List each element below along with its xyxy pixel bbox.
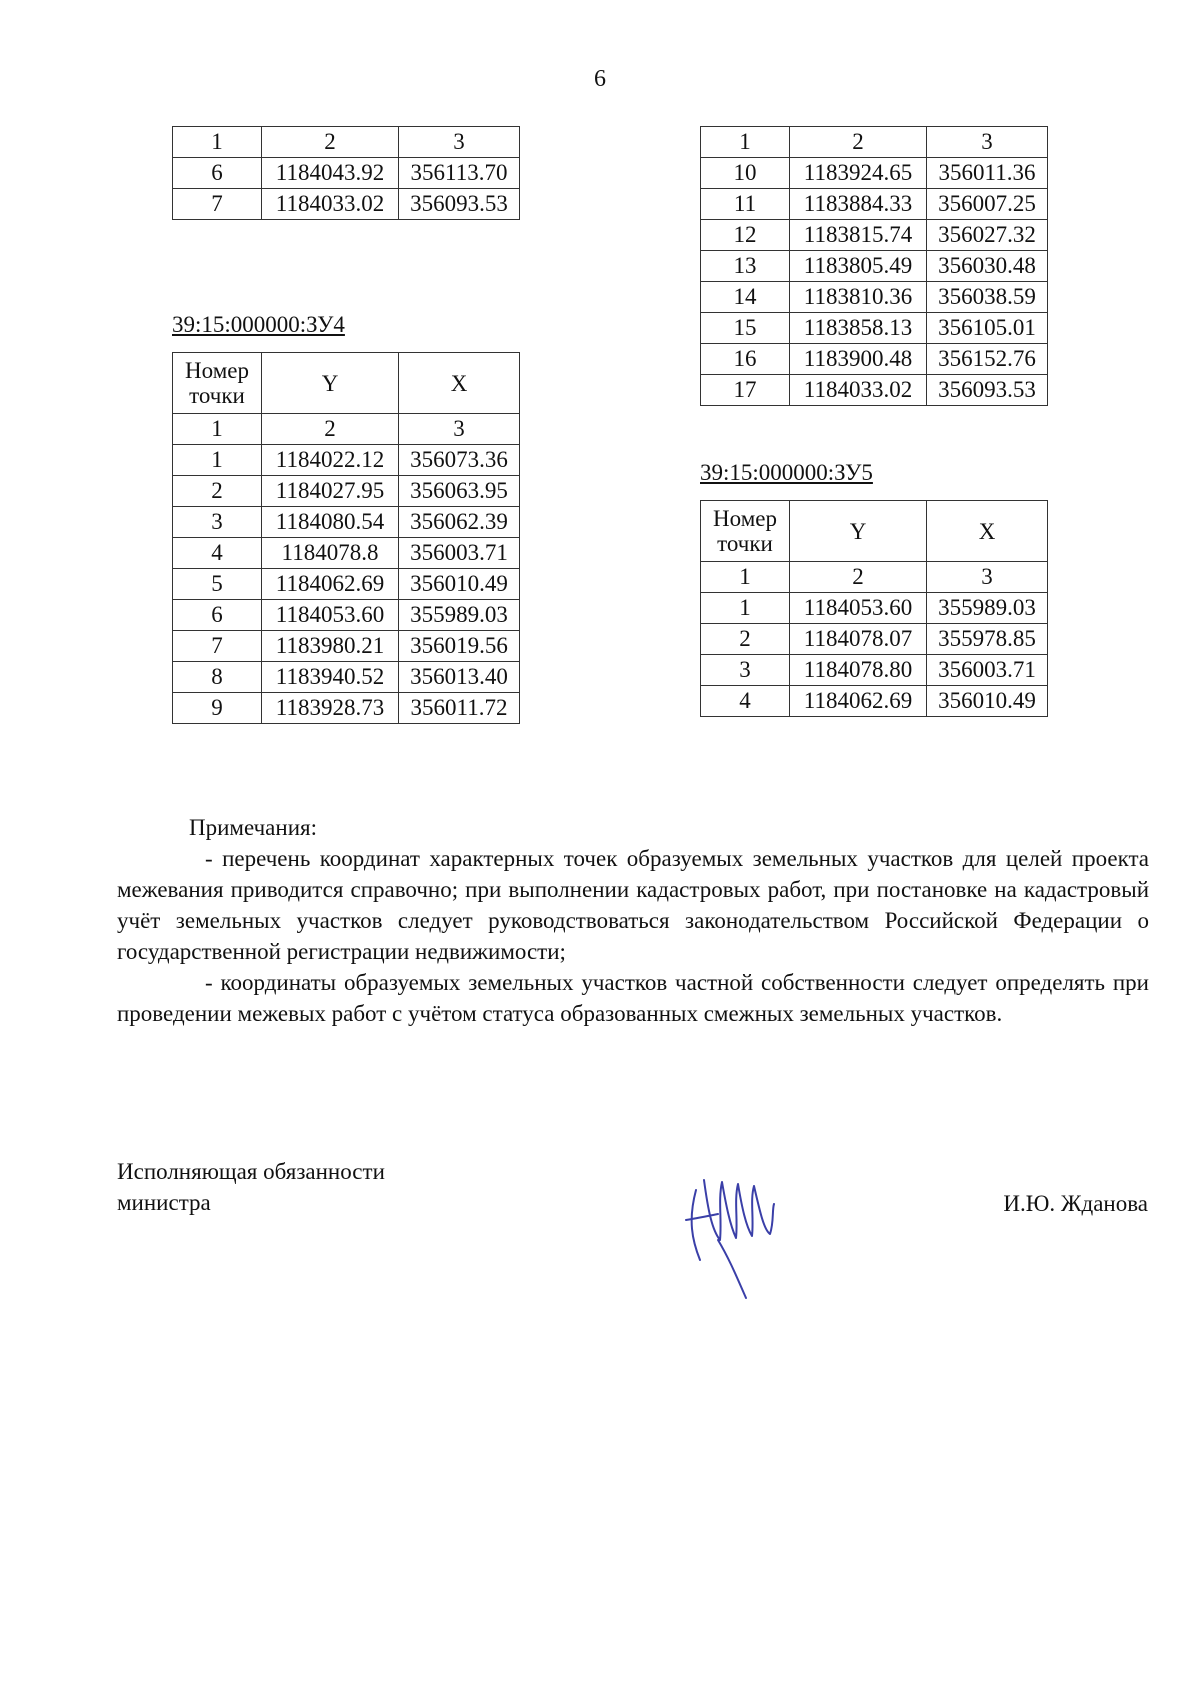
table-cell: 1184053.60 <box>262 600 399 631</box>
table-cell: 1183810.36 <box>790 282 927 313</box>
table-cell: 1183815.74 <box>790 220 927 251</box>
table-cell: 356062.39 <box>399 507 520 538</box>
table-row <box>701 313 1048 344</box>
zu4-coords-table <box>172 352 520 724</box>
table-cell: 356010.49 <box>927 686 1048 717</box>
table-cell: 356093.53 <box>399 189 520 220</box>
table-cell: 9 <box>173 693 262 724</box>
table-cell: 1 <box>701 127 790 158</box>
table-cell: 1183884.33 <box>790 189 927 220</box>
handwritten-signature <box>678 1160 788 1300</box>
table-cell: 356003.71 <box>399 538 520 569</box>
column-header-point: Номер точки <box>701 501 790 562</box>
table-row <box>701 375 1048 406</box>
table-cell: 3 <box>927 127 1048 158</box>
column-header-x: X <box>927 501 1048 562</box>
notes-item-2: - координаты образуемых земельных участков частной собственности следует определять при проведении межевых работ с учётом статуса образованных смежных земельных участков. <box>117 970 1149 1026</box>
table-cell: 5 <box>173 569 262 600</box>
table-header-row <box>173 353 520 414</box>
table-cell: 13 <box>701 251 790 282</box>
table-row <box>701 220 1048 251</box>
table-cell: 8 <box>173 662 262 693</box>
table-cell: 1183980.21 <box>262 631 399 662</box>
table-numbering-row <box>173 414 520 445</box>
table-cell: 356073.36 <box>399 445 520 476</box>
table-cell: 356019.56 <box>399 631 520 662</box>
table-header-row <box>701 501 1048 562</box>
table-cell: 1184078.8 <box>262 538 399 569</box>
table-cell: 356011.72 <box>399 693 520 724</box>
table-numbering-row <box>701 562 1048 593</box>
table-row <box>173 600 520 631</box>
table-cell: 3 <box>927 562 1048 593</box>
table-numbering-row <box>701 127 1048 158</box>
table-cell: 355989.03 <box>399 600 520 631</box>
signatory-position <box>117 1156 385 1218</box>
table-cell: 6 <box>173 158 262 189</box>
table-cell: 3 <box>173 507 262 538</box>
position-line-1: Исполняющая обязанности <box>117 1159 385 1184</box>
table-cell: 3 <box>399 127 520 158</box>
table-cell: 2 <box>790 562 927 593</box>
table-cell: 2 <box>173 476 262 507</box>
table-cell: 1184033.02 <box>790 375 927 406</box>
table-cell: 1184080.54 <box>262 507 399 538</box>
table-row <box>701 158 1048 189</box>
position-line-2: министра <box>117 1190 211 1215</box>
table-row <box>173 189 520 220</box>
table-cell: 1184027.95 <box>262 476 399 507</box>
column-header-point: Номер точки <box>173 353 262 414</box>
table-cell: 355989.03 <box>927 593 1048 624</box>
table-cell: 356010.49 <box>399 569 520 600</box>
table-cell: 1184053.60 <box>790 593 927 624</box>
table-cell: 14 <box>701 282 790 313</box>
zu5-coords-table <box>700 500 1048 717</box>
table-cell: 1183900.48 <box>790 344 927 375</box>
coords-table-continued-left <box>172 126 520 220</box>
table-row <box>701 189 1048 220</box>
table-cell: 1184062.69 <box>262 569 399 600</box>
signatory-name: И.Ю. Жданова <box>1003 1191 1148 1216</box>
column-header-y: Y <box>790 501 927 562</box>
table-cell: 1184062.69 <box>790 686 927 717</box>
table-cell: 1 <box>173 414 262 445</box>
table-row <box>173 538 520 569</box>
table-row <box>701 624 1048 655</box>
table-cell: 1 <box>701 562 790 593</box>
table-row <box>701 282 1048 313</box>
column-header-x: X <box>399 353 520 414</box>
table-cell: 1183924.65 <box>790 158 927 189</box>
table-cell: 2 <box>262 127 399 158</box>
table-cell: 11 <box>701 189 790 220</box>
table-row <box>173 631 520 662</box>
table-cell: 356013.40 <box>399 662 520 693</box>
table-row <box>701 686 1048 717</box>
table-cell: 356105.01 <box>927 313 1048 344</box>
table-cell: 12 <box>701 220 790 251</box>
table-row <box>173 662 520 693</box>
table-cell: 1184043.92 <box>262 158 399 189</box>
table-cell: 16 <box>701 344 790 375</box>
table-cell: 356030.48 <box>927 251 1048 282</box>
table-row <box>701 655 1048 686</box>
notes-item-1: - перечень координат характерных точек образуемых земельных участков для целей проекта межевания приводится справочно; при выполнении кадастровых работ, при постановке на кадастровый учёт земельных участков следует руководствоваться законодательством Российской Федерации о государственной регистрации недвижимости; <box>117 846 1149 964</box>
table-cell: 1183928.73 <box>262 693 399 724</box>
table-cell: 15 <box>701 313 790 344</box>
page-number: 6 <box>594 66 606 92</box>
table-cell: 4 <box>173 538 262 569</box>
table-cell: 1184078.07 <box>790 624 927 655</box>
table-cell: 356152.76 <box>927 344 1048 375</box>
table-cell: 2 <box>790 127 927 158</box>
table-cell: 10 <box>701 158 790 189</box>
table-cell: 356003.71 <box>927 655 1048 686</box>
table-cell: 3 <box>399 414 520 445</box>
table-cell: 355978.85 <box>927 624 1048 655</box>
table-cell: 356093.53 <box>927 375 1048 406</box>
table-cell: 7 <box>173 189 262 220</box>
zu5-caption: 39:15:000000:ЗУ5 <box>700 460 873 485</box>
table-cell: 356027.32 <box>927 220 1048 251</box>
table-row <box>701 344 1048 375</box>
table-cell: 1183940.52 <box>262 662 399 693</box>
table-cell: 1 <box>173 127 262 158</box>
table-row <box>173 693 520 724</box>
table-cell: 7 <box>173 631 262 662</box>
table-cell: 2 <box>262 414 399 445</box>
zu4-caption: 39:15:000000:ЗУ4 <box>172 312 345 337</box>
table-cell: 17 <box>701 375 790 406</box>
table-row <box>701 593 1048 624</box>
table-cell: 356038.59 <box>927 282 1048 313</box>
table-cell: 1184033.02 <box>262 189 399 220</box>
table-cell: 1184078.80 <box>790 655 927 686</box>
coords-table-continued-right <box>700 126 1048 406</box>
table-row <box>173 476 520 507</box>
table-cell: 1184022.12 <box>262 445 399 476</box>
table-cell: 4 <box>701 686 790 717</box>
table-cell: 1 <box>173 445 262 476</box>
table-cell: 1 <box>701 593 790 624</box>
notes-title: Примечания: <box>189 815 317 840</box>
notes-section <box>117 812 1149 1029</box>
table-row <box>173 445 520 476</box>
table-cell: 1183805.49 <box>790 251 927 282</box>
table-row <box>701 251 1048 282</box>
table-row <box>173 507 520 538</box>
table-cell: 356113.70 <box>399 158 520 189</box>
column-header-y: Y <box>262 353 399 414</box>
table-cell: 2 <box>701 624 790 655</box>
table-row <box>173 158 520 189</box>
table-cell: 356063.95 <box>399 476 520 507</box>
table-numbering-row <box>173 127 520 158</box>
table-cell: 356011.36 <box>927 158 1048 189</box>
table-cell: 3 <box>701 655 790 686</box>
table-cell: 1183858.13 <box>790 313 927 344</box>
table-cell: 6 <box>173 600 262 631</box>
table-row <box>173 569 520 600</box>
table-cell: 356007.25 <box>927 189 1048 220</box>
